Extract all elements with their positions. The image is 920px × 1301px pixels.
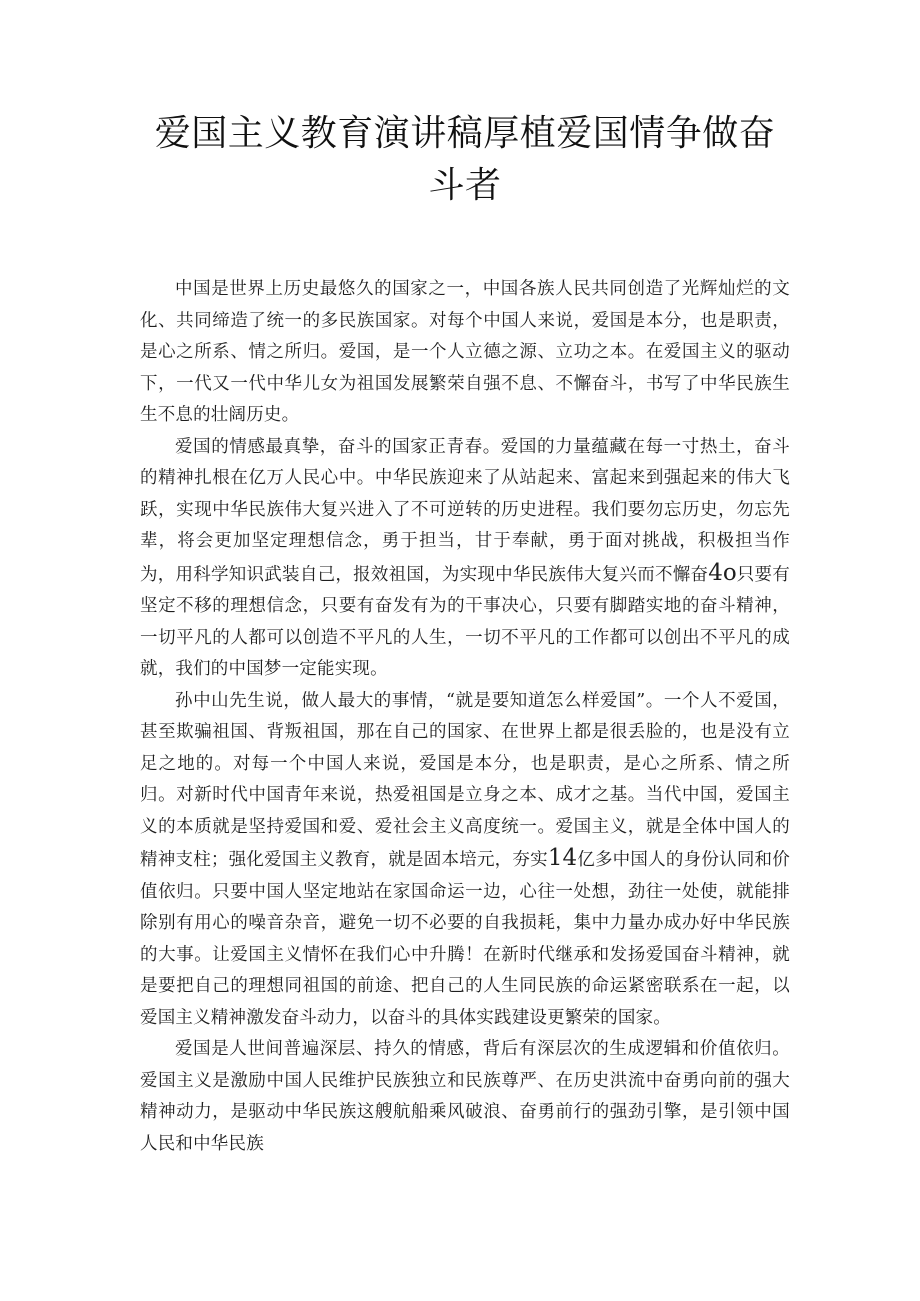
paragraph-3 [140,686,790,1035]
paragraph-1-text: 中国是世界上历史最悠久的国家之一，中国各族人民共同创造了光辉灿烂的文化、共同缔造了统一的多民族国家。对每个中国人来说，爱国是本分，也是职责，是心之所系、情之所归。爱国，是一个人立德之源、立功之本。在爱国主义的驱动下，一代又一代中华儿女为祖国发展繁荣自强不息、不懈奋斗，书写了中华民族生生不息的壮阔历史。 [140,279,790,425]
document-body [140,274,790,1160]
paragraph-3-number: 14 [547,845,578,871]
paragraph-3-text-a: 孙中山先生说，做人最大的事情，“就是要知道怎么样爱国”。一个人不爱国，甚至欺骗祖国、背叛祖国，那在自己的国家、在世界上都是很丢脸的，也是没有立足之地的。对每一个中国人来说，爱国是本分，也是职责，是心之所系、情之所归。对新时代中国青年来说，热爱祖国是立身之本、成才之基。当代中国，爱国主义的本质就是坚持爱国和爱、爱社会主义高度统一。爱国主义，就是全体中国人的精神支柱；强化爱国主义教育，就是固本培元，夯实 [140,690,790,870]
paragraph-2-text-a: 爱国的情感最真挚，奋斗的国家正青春。爱国的力量蕴藏在每一寸热土，奋斗的精神扎根在亿万人民心中。中华民族迎来了从站起来、富起来到强起来的伟大飞跃，实现中华民族伟大复兴进入了不可逆转的历史进程。我们要勿忘历史，勿忘先辈，将会更加坚定理想信念，勇于担当，甘于奉献，勇于面对挑战，积极担当作为，用科学知识武装自己，报效祖国，为实现中华民族伟大复兴而不懈奋 [140,436,790,585]
paragraph-4-text: 爱国是人世间普遍深层、持久的情感，背后有深层次的生成逻辑和价值依归。爱国主义是激励中国人民维护民族独立和民族尊严、在历史洪流中奋勇向前的强大精神动力，是驱动中华民族这艘航船乘风破浪、奋勇前行的强劲引擎，是引领中国人民和中华民族 [140,1039,790,1154]
document-title [140,108,790,212]
paragraph-4 [140,1034,790,1160]
title-line-1: 爱国主义教育演讲稿厚植爱国情争做奋 [154,113,776,154]
title-line-2: 斗者 [428,165,502,206]
paragraph-2 [140,432,790,686]
paragraph-1 [140,274,790,432]
paragraph-3-text-b: 亿多中国人的身份认同和价值依归。只要中国人坚定地站在家国命运一边，心往一处想，劲往一处使，就能排除别有用心的噪音杂音，避免一切不必要的自我损耗，集中力量办成办好中华民族的大事。让爱国主义情怀在我们心中升腾！在新时代继承和发扬爱国奋斗精神，就是要把自己的理想同祖国的前途、把自己的人生同民族的命运紧密联系在一起，以爱国主义精神激发奋斗动力，以奋斗的具体实践建设更繁荣的国家。 [140,850,790,1028]
paragraph-2-text-b: 只要有坚定不移的理想信念，只要有奋发有为的干事决心，只要有脚踏实地的奋斗精神，一切平凡的人都可以创造不平凡的人生，一切不平凡的工作都可以创出不平凡的成就，我们的中国梦一定能实现。 [140,564,790,679]
paragraph-2-number: 4o [708,559,737,586]
